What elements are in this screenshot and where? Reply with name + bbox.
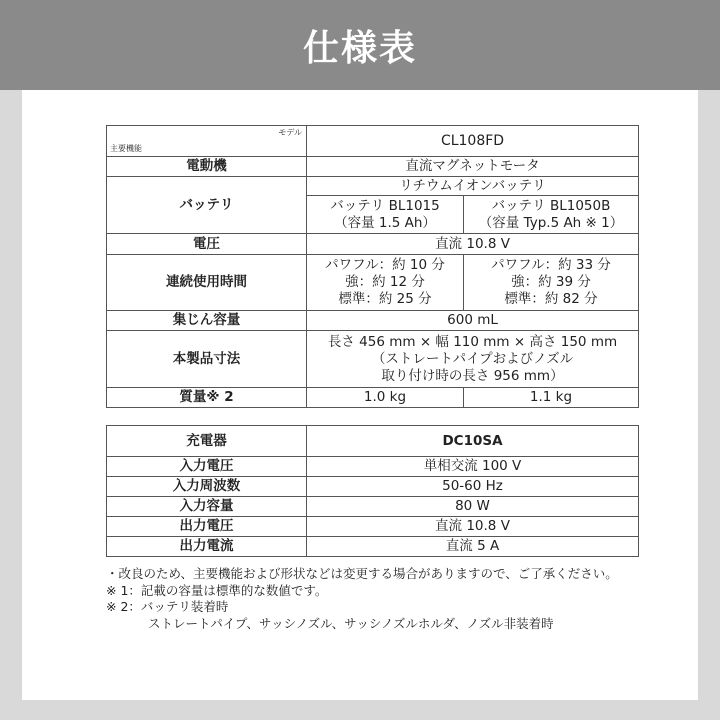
table-row [107,517,639,537]
table-row [107,177,639,196]
runtime-b-cell [464,255,639,311]
output-current-label: 出力電流 [107,537,307,557]
table-row [107,331,639,388]
motor-label: 電動機 [107,157,307,177]
battery-a-name: バッテリ BL1015 [330,197,440,214]
mass-b-value: 1.1 kg [464,388,639,408]
motor-value: 直流マグネットモータ [307,157,639,177]
runtime-a-standard: 標準：約 25 分 [338,291,432,307]
header-corner-cell [107,126,307,157]
footnote-2-mark: ※ 2： [106,599,141,614]
input-capacity-label: 入力容量 [107,497,307,517]
size-cell [307,331,639,388]
input-frequency-value: 50-60 Hz [307,477,639,497]
battery-b-name: バッテリ BL1050B [491,197,611,214]
size-note-2: 取り付け時の長さ 956 mm） [381,367,564,384]
voltage-value: 直流 10.8 V [307,234,639,255]
table-row [107,537,639,557]
battery-b-capacity: （容量 Typ.5 Ah ※ 1） [478,214,624,231]
runtime-a-powerful: パワフル：約 10 分 [325,257,445,273]
mass-a-value: 1.0 kg [307,388,464,408]
battery-label: バッテリ [107,177,307,234]
battery-a-cell [307,196,464,234]
table-row [107,255,639,311]
table-row [107,477,639,497]
mass-label: 質量※ 2 [107,388,307,408]
capacity-label: 集じん容量 [107,311,307,331]
runtime-a-cell [307,255,464,311]
footnote-1-text: 記載の容量は標準的な数値です。 [140,582,328,598]
output-voltage-value: 直流 10.8 V [307,517,639,537]
battery-type: リチウムイオンバッテリ [307,177,639,196]
model-axis-label: モデル [278,128,302,137]
footnote-1 [106,583,646,600]
footnote-2-detail: ストレートパイプ、サッシノズル、サッシノズルホルダ、ノズル非装着時 [148,615,554,631]
page-title: 仕様表 [302,27,417,69]
table-row [107,457,639,477]
table-row [107,388,639,408]
model-name: CL108FD [307,126,639,157]
table-row [107,157,639,177]
runtime-b-powerful: パワフル：約 33 分 [491,257,611,273]
footnote-bullet: ・ [106,566,119,581]
voltage-label: 電圧 [107,234,307,255]
charger-model: DC10SA [307,426,639,457]
runtime-b-strong: 強：約 39 分 [511,274,591,290]
footnote-1-mark: ※ 1： [106,582,141,598]
size-label: 本製品寸法 [107,331,307,388]
charger-spec-table [106,425,639,557]
input-capacity-value: 80 W [307,497,639,517]
runtime-b-standard: 標準：約 82 分 [504,291,598,307]
battery-a-capacity: （容量 1.5 Ah） [334,214,436,231]
input-frequency-label: 入力周波数 [107,477,307,497]
input-voltage-label: 入力電圧 [107,457,307,477]
main-spec-table [106,125,639,408]
footnote-general-text: 改良のため、主要機能および形状などは変更する場合がありますので、ご了承ください。 [118,566,618,581]
table-row [107,426,639,457]
charger-label: 充電器 [107,426,307,457]
footnote-general [106,566,646,583]
footnotes [106,566,646,632]
size-note-1: （ストレートパイプおよびノズル [371,350,574,367]
table-row [107,126,639,157]
table-row [107,497,639,517]
spec-panel [22,90,698,700]
table-row [107,234,639,255]
capacity-value: 600 mL [307,311,639,331]
size-dimensions: 長さ 456 mm × 幅 110 mm × 高さ 150 mm [327,333,618,350]
input-voltage-value: 単相交流 100 V [307,457,639,477]
function-axis-label: 主要機能 [110,144,142,153]
output-voltage-label: 出力電圧 [107,517,307,537]
page-header [0,0,720,90]
footnote-2-text: バッテリ装着時 [140,599,229,614]
table-row [107,311,639,331]
battery-b-cell [464,196,639,234]
output-current-value: 直流 5 A [307,537,639,557]
runtime-a-strong: 強：約 12 分 [345,274,425,290]
footnote-2 [106,599,646,616]
runtime-label: 連続使用時間 [107,255,307,311]
